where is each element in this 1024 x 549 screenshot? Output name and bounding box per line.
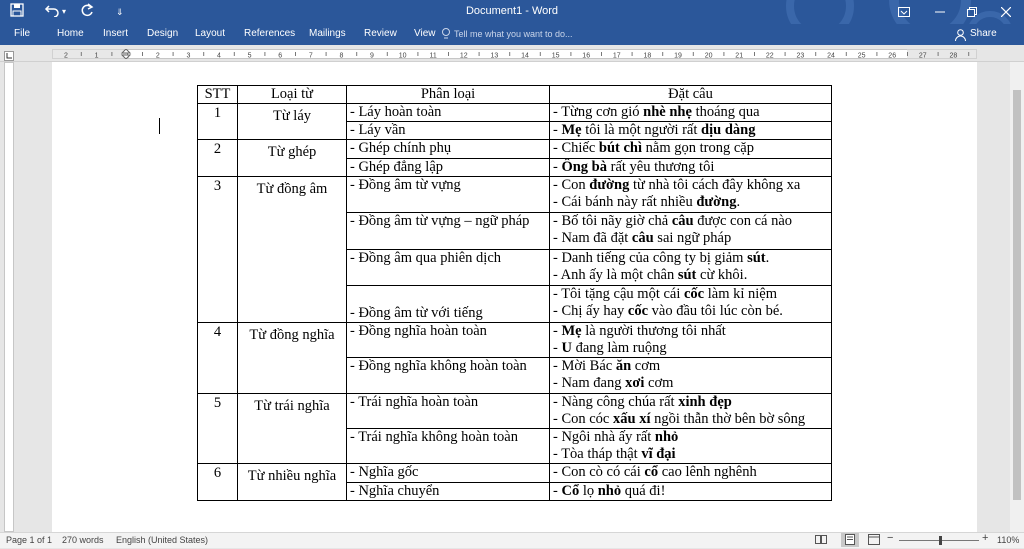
- cell-category[interactable]: [347, 213, 550, 249]
- category-text: - Láy hoàn toàn: [350, 104, 442, 120]
- status-bar: [0, 532, 1024, 548]
- ruler-number: 6: [278, 52, 283, 59]
- sentence-text: - Ngôi nhà ấy rất nhỏ: [553, 429, 679, 445]
- cell-category[interactable]: [347, 122, 550, 140]
- cell-sentence[interactable]: [550, 358, 832, 393]
- share-person-icon: [955, 28, 966, 46]
- cell-sentence[interactable]: [550, 393, 832, 428]
- sentence-text: - Cổ lọ nhỏ quá đi!: [553, 482, 666, 499]
- text-cursor: [159, 118, 160, 134]
- sentence-text: - Nam đã đặt câu sai ngữ pháp: [553, 230, 732, 247]
- ruler-number: 7: [308, 52, 313, 59]
- ruler-number: 1: [94, 52, 99, 59]
- undo-dropdown-icon[interactable]: ▾: [62, 7, 67, 16]
- cell-sentence[interactable]: [550, 140, 832, 158]
- sentence-text: - Chiếc bút chì nằm gọn trong cặp: [553, 140, 754, 157]
- tab-view[interactable]: View: [414, 28, 436, 39]
- table-row: [198, 104, 832, 122]
- document-title: Document1 - Word: [465, 5, 559, 17]
- cell-category[interactable]: [347, 464, 550, 482]
- header-type: Loại từ: [238, 86, 347, 104]
- lightbulb-icon: [441, 27, 451, 46]
- vertical-scrollbar[interactable]: [1010, 62, 1024, 532]
- cell-sentence[interactable]: [550, 249, 832, 285]
- ruler-number: 19: [674, 52, 682, 59]
- sentence-text: - U đang làm ruộng: [553, 339, 667, 356]
- ruler-number: 12: [459, 52, 468, 59]
- ruler-bar: [0, 45, 1024, 62]
- ruler-number: 8: [339, 52, 344, 59]
- zoom-out-icon[interactable]: −: [887, 532, 894, 544]
- zoom-level[interactable]: 110%: [997, 535, 1020, 545]
- table-row: [198, 322, 832, 357]
- read-mode-icon[interactable]: [815, 534, 827, 548]
- cell-word-type[interactable]: Từ trái nghĩa: [238, 393, 347, 464]
- category-text: - Đồng nghĩa không hoàn toàn: [350, 358, 527, 375]
- cell-word-type[interactable]: Từ láy: [238, 104, 347, 140]
- ruler-number: 14: [521, 52, 529, 59]
- ruler-number: 15: [551, 52, 560, 59]
- cell-sentence[interactable]: [550, 158, 832, 176]
- cell-stt[interactable]: 3: [198, 176, 238, 322]
- ruler-number: 21: [735, 52, 744, 59]
- ruler-number: 23: [796, 52, 805, 59]
- tab-mailings[interactable]: Mailings: [309, 28, 346, 39]
- minimize-icon[interactable]: [922, 0, 958, 24]
- cell-category[interactable]: [347, 104, 550, 122]
- share-button[interactable]: Share: [970, 28, 997, 39]
- category-text: - Nghĩa gốc: [350, 464, 419, 481]
- ruler-number: 17: [612, 52, 621, 59]
- cell-category[interactable]: [347, 322, 550, 357]
- cell-stt[interactable]: 5: [198, 393, 238, 464]
- ruler-number: 13: [490, 52, 499, 59]
- tab-file[interactable]: File: [14, 28, 31, 39]
- header-sentence: Đặt câu: [550, 86, 832, 104]
- cell-sentence[interactable]: [550, 176, 832, 212]
- ruler-number: 9: [370, 52, 374, 59]
- tab-review[interactable]: Review: [364, 28, 397, 39]
- header-stt: STT: [198, 86, 238, 104]
- tab-design[interactable]: Design: [147, 28, 179, 39]
- category-text: - Đồng âm từ vựng – ngữ pháp: [350, 213, 530, 230]
- table-row: [198, 393, 832, 428]
- sentence-text: - Danh tiếng của công ty bị giảm sút.: [553, 249, 770, 266]
- language-status[interactable]: English (United States): [116, 535, 209, 545]
- cell-word-type[interactable]: Từ ghép: [238, 140, 347, 176]
- restore-icon[interactable]: [954, 0, 990, 24]
- sentence-text: - Con đường từ nhà tôi cách đây không xa: [553, 176, 801, 193]
- sentence-text: - Từng cơn gió nhè nhẹ thoáng qua: [553, 104, 760, 120]
- tab-home[interactable]: Home: [57, 28, 84, 39]
- sentence-text: - Nàng công chúa rất xinh đẹp: [553, 393, 732, 410]
- sentence-text: - Con cóc xấu xí ngồi thẫn thờ bên bờ sông: [553, 410, 806, 427]
- category-text: - Đồng âm qua phiên dịch: [350, 249, 502, 266]
- sentence-text: - Ông bà rất yêu thương tôi: [553, 158, 715, 175]
- tell-me-search[interactable]: Tell me what you want to do...: [454, 29, 573, 39]
- ruler-number: 2: [64, 52, 68, 59]
- ribbon-tabs: [0, 24, 1024, 45]
- cell-category[interactable]: [347, 176, 550, 212]
- cell-category[interactable]: [347, 249, 550, 285]
- cell-category[interactable]: [347, 286, 550, 322]
- cell-sentence[interactable]: [550, 482, 832, 500]
- cell-sentence[interactable]: [550, 122, 832, 140]
- cell-category[interactable]: [347, 393, 550, 428]
- sentence-text: - Tôi tặng cậu một cái cốc làm kỉ niệm: [553, 286, 778, 303]
- table-row: [198, 176, 832, 212]
- cell-category[interactable]: [347, 140, 550, 158]
- ruler-number: 4: [217, 52, 221, 59]
- cell-sentence[interactable]: [550, 429, 832, 464]
- sentence-text: - Mời Bác ăn cơm: [553, 358, 661, 375]
- table-row: [198, 464, 832, 482]
- ruler-number: 24: [827, 52, 835, 59]
- header-category: Phân loại: [347, 86, 550, 104]
- cell-stt[interactable]: 6: [198, 464, 238, 501]
- cell-word-type[interactable]: Từ nhiều nghĩa: [238, 464, 347, 501]
- category-text: - Ghép đẳng lập: [350, 158, 444, 175]
- cell-stt[interactable]: 4: [198, 322, 238, 393]
- ruler-number: 27: [918, 52, 927, 59]
- cell-category[interactable]: [347, 482, 550, 500]
- cell-sentence[interactable]: [550, 286, 832, 322]
- ruler-number: 20: [704, 52, 713, 59]
- ruler-number: 22: [765, 52, 774, 59]
- cell-sentence[interactable]: [550, 104, 832, 122]
- sentence-text: - Cái bánh này rất nhiều đường.: [553, 193, 741, 210]
- ribbon-display-icon[interactable]: [886, 0, 922, 24]
- print-layout-icon[interactable]: [841, 533, 859, 547]
- cell-sentence[interactable]: [550, 322, 832, 357]
- ruler-number: 10: [398, 52, 407, 59]
- sentence-text: - Chị ấy hay cốc vào đầu tôi lúc còn bé.: [553, 303, 783, 320]
- cell-category[interactable]: [347, 358, 550, 393]
- ruler-number: 3: [186, 52, 191, 59]
- tab-references[interactable]: References: [244, 28, 296, 39]
- sentence-text: - Anh ấy là một chân sút cừ khôi.: [553, 266, 748, 283]
- cell-word-type[interactable]: Từ đồng âm: [238, 176, 347, 322]
- sentence-text: - Nam đang xơi cơm: [553, 375, 674, 392]
- close-icon[interactable]: [988, 0, 1024, 24]
- word-count[interactable]: 270 words: [62, 535, 104, 545]
- cell-sentence[interactable]: [550, 464, 832, 482]
- cell-stt[interactable]: 1: [198, 104, 238, 140]
- web-layout-icon[interactable]: [868, 534, 880, 548]
- ruler-number: 28: [949, 52, 958, 59]
- ruler-number: 5: [247, 52, 252, 59]
- customize-toolbar-icon[interactable]: ⇓: [116, 7, 124, 17]
- category-text: - Trái nghĩa không hoàn toàn: [350, 429, 518, 445]
- category-text: - Nghĩa chuyển: [350, 482, 440, 499]
- ruler-number: 26: [888, 52, 897, 59]
- category-text: - Láy vần: [350, 122, 406, 139]
- category-text: - Đồng nghĩa hoàn toàn: [350, 322, 487, 339]
- vocabulary-table: [197, 85, 832, 501]
- sentence-text: - Con cò có cái cổ cao lênh nghênh: [553, 464, 757, 481]
- ruler-number: 25: [857, 52, 866, 59]
- tab-insert[interactable]: Insert: [103, 28, 129, 39]
- tab-layout[interactable]: Layout: [195, 28, 226, 39]
- ruler-margin: [907, 49, 977, 59]
- category-text: - Đồng âm từ vựng: [350, 176, 461, 193]
- ruler-number: 18: [643, 52, 652, 59]
- sentence-text: - Mẹ tôi là một người rất dịu dàng: [553, 122, 756, 139]
- category-text: - Ghép chính phụ: [350, 140, 452, 157]
- zoom-slider-thumb[interactable]: [939, 536, 942, 545]
- page-count[interactable]: Page 1 of 1: [6, 535, 53, 545]
- sentence-text: - Mẹ là người thương tôi nhất: [553, 322, 726, 339]
- sentence-text: - Tòa tháp thật vĩ đại: [553, 446, 676, 462]
- cell-sentence[interactable]: [550, 213, 832, 249]
- ruler-number: 2: [155, 52, 160, 59]
- scroll-thumb[interactable]: [1013, 90, 1021, 500]
- category-text: - Đồng âm từ với tiếng: [350, 304, 483, 321]
- table-row: [198, 140, 832, 158]
- horizontal-ruler[interactable]: [52, 49, 977, 59]
- sentence-text: - Bố tôi nãy giờ chả câu được con cá nào: [553, 213, 793, 230]
- cell-category[interactable]: [347, 429, 550, 464]
- title-bar: [0, 0, 1024, 24]
- ruler-number: 16: [582, 52, 591, 59]
- zoom-in-icon[interactable]: +: [982, 532, 989, 544]
- ruler-number: 11: [429, 52, 437, 59]
- vertical-ruler[interactable]: [4, 62, 14, 532]
- cell-stt[interactable]: 2: [198, 140, 238, 176]
- category-text: - Trái nghĩa hoàn toàn: [350, 393, 479, 410]
- cell-word-type[interactable]: Từ đồng nghĩa: [238, 322, 347, 393]
- cell-category[interactable]: [347, 158, 550, 176]
